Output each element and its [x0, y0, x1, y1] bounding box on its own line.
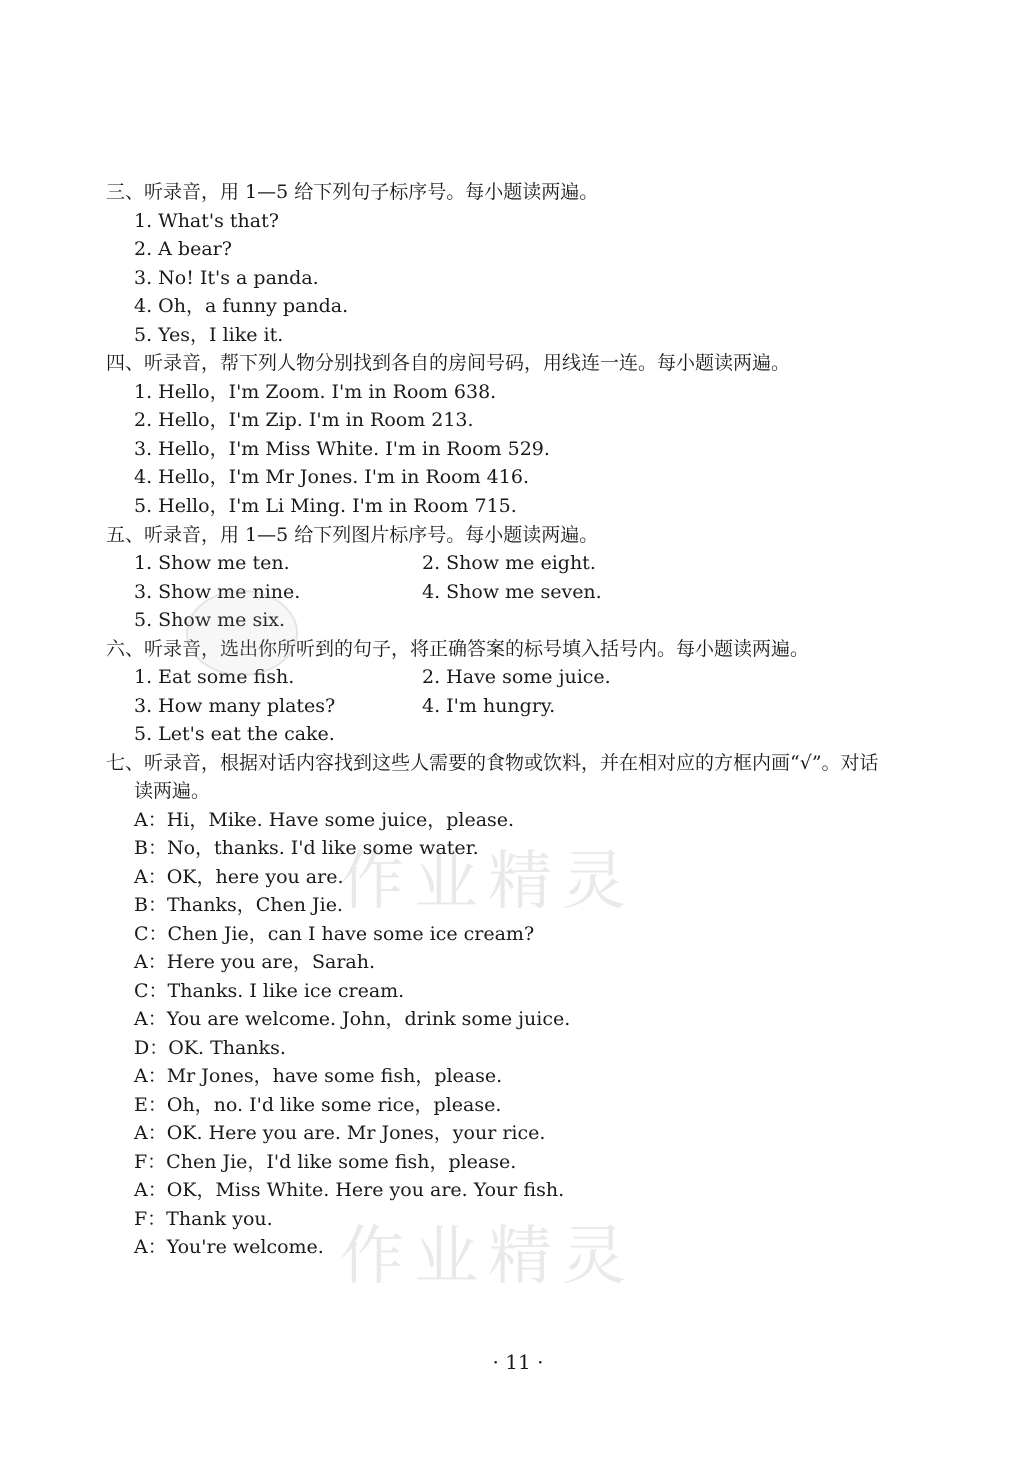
watermark: 作业精灵 — [340, 1220, 636, 1294]
section-6-heading: 六、听录音，选出你所听到的句子，将正确答案的标号填入括号内。每小题读两遍。 — [106, 638, 810, 660]
section-3-item-3: 3. No! It's a panda. — [134, 267, 319, 289]
section-4-item-4: 4. Hello，I'm Mr Jones. I'm in Room 416. — [134, 466, 529, 488]
section-3-heading: 三、听录音，用 1—5 给下列句子标序号。每小题读两遍。 — [106, 181, 599, 203]
section-6-item-1: 1. Eat some fish. — [134, 666, 295, 688]
section-4-item-3: 3. Hello，I'm Miss White. I'm in Room 529. — [134, 438, 550, 460]
section-7-heading: 七、听录音，根据对话内容找到这些人需要的食物或饮料，并在相对应的方框内画“√”。对话 — [106, 752, 879, 774]
dialogue-line: A：Here you are，Sarah. — [134, 951, 376, 973]
dialogue-line: C：Thanks. I like ice cream. — [134, 980, 405, 1002]
dialogue-line: A：OK. Here you are. Mr Jones，your rice. — [134, 1122, 546, 1144]
section-5-item-5: 5. Show me six. — [134, 609, 286, 631]
dialogue-line: A：OK，here you are. — [134, 866, 344, 888]
section-5-item-3: 3. Show me nine. — [134, 581, 301, 603]
section-6-item-3: 3. How many plates? — [134, 695, 336, 717]
section-6-item-4: 4. I'm hungry. — [422, 695, 556, 717]
dialogue-line: B：Thanks，Chen Jie. — [134, 894, 343, 916]
section-4-item-2: 2. Hello，I'm Zip. I'm in Room 213. — [134, 409, 474, 431]
section-3-item-4: 4. Oh，a funny panda. — [134, 295, 349, 317]
dialogue-line: B：No，thanks. I'd like some water. — [134, 837, 479, 859]
section-3-item-2: 2. A bear? — [134, 238, 232, 260]
dialogue-line: A：Hi，Mike. Have some juice，please. — [134, 809, 515, 831]
dialogue-line: D：OK. Thanks. — [134, 1037, 286, 1059]
page-number: · 11 · — [492, 1350, 544, 1374]
section-3-item-5: 5. Yes，I like it. — [134, 324, 284, 346]
watermark: 作业精灵 — [340, 845, 636, 919]
section-7-heading-cont: 读两遍。 — [134, 780, 211, 802]
section-6-item-5: 5. Let's eat the cake. — [134, 723, 335, 745]
dialogue-line: E：Oh，no. I'd like some rice，please. — [134, 1094, 502, 1116]
watermark-stamp — [186, 590, 298, 676]
section-4-item-1: 1. Hello，I'm Zoom. I'm in Room 638. — [134, 381, 497, 403]
dialogue-line: F：Thank you. — [134, 1208, 273, 1230]
section-6-item-2: 2. Have some juice. — [422, 666, 611, 688]
section-4-item-5: 5. Hello，I'm Li Ming. I'm in Room 715. — [134, 495, 517, 517]
dialogue-line: F：Chen Jie，I'd like some fish，please. — [134, 1151, 517, 1173]
section-5-item-1: 1. Show me ten. — [134, 552, 290, 574]
dialogue-line: A：You are welcome. John，drink some juice. — [134, 1008, 571, 1030]
section-5-item-4: 4. Show me seven. — [422, 581, 602, 603]
dialogue-line: A：You're welcome. — [134, 1236, 324, 1258]
dialogue-line: A：OK，Miss White. Here you are. Your fish. — [134, 1179, 565, 1201]
section-5-heading: 五、听录音，用 1—5 给下列图片标序号。每小题读两遍。 — [106, 524, 599, 546]
dialogue-line: A：Mr Jones，have some fish，please. — [134, 1065, 503, 1087]
dialogue-line: C：Chen Jie，can I have some ice cream? — [134, 923, 535, 945]
section-3-item-1: 1. What's that? — [134, 210, 279, 232]
section-4-heading: 四、听录音，帮下列人物分别找到各自的房间号码，用线连一连。每小题读两遍。 — [106, 352, 791, 374]
section-5-item-2: 2. Show me eight. — [422, 552, 596, 574]
